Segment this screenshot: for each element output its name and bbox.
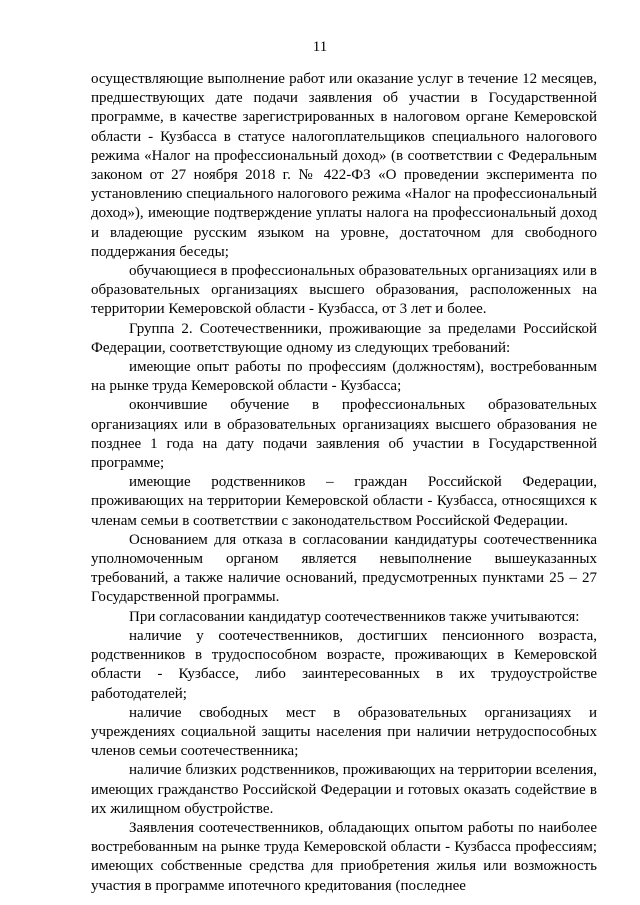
paragraph-pension-age: наличие у соотечественников, достигших пенсионного возраста, родственников в трудоспособном возрасте, проживающих в Кемеровской области - Кузбассе, либо заинтересованных в их трудоустройстве работодателей; bbox=[91, 627, 597, 702]
paragraph-work-experience: имеющие опыт работы по профессиям (должностям), востребованным на рынке труда Кемеровской области - Кузбасса; bbox=[91, 359, 597, 395]
paragraph-graduates: окончившие обучение в профессиональных образовательных организациях или в образовательных организациях высшего образования не позднее 1 года на дату подачи заявления об участии в Государственной программе; bbox=[91, 397, 597, 472]
paragraph-refusal-grounds: Основанием для отказа в согласовании кандидатуры соотечественника уполномоченным органом является невыполнение вышеуказанных требований, а также наличие оснований, предусмотренных пунктами 25 – 27 Государственной программы. bbox=[91, 531, 597, 606]
page-number: 11 bbox=[312, 39, 328, 55]
paragraph-students: обучающиеся в профессиональных образовательных организациях или в образовательных организациях высшего образования, расположенных на территории Кемеровской области - Кузбасса, от 3 лет и более. bbox=[91, 263, 597, 318]
paragraph-considered-factors: При согласовании кандидатур соотечественников также учитываются: bbox=[129, 608, 580, 625]
paragraph-relatives-citizens: имеющие родственников – граждан Российской Федерации, проживающих на территории Кемеровской области - Кузбасса, относящихся к членам семьи в соответствии с законодательством Российской Федерации. bbox=[91, 474, 597, 529]
paragraph-group-2: Группа 2. Соотечественники, проживающие за пределами Российской Федерации, соответствующие одному из следующих требований: bbox=[91, 320, 597, 356]
paragraph-applications: Заявления соотечественников, обладающих опытом работы по наиболее востребованным на рынке труда Кемеровской области - Кузбасса профессиям; имеющих собственные средства для приобретения жилья или возможность участия в программе ипотечного кредитования (последнее bbox=[91, 819, 597, 894]
document-body bbox=[91, 70, 597, 896]
paragraph-self-employed: осуществляющие выполнение работ или оказание услуг в течение 12 месяцев, предшествующих дате подачи заявления об участии в Государственной программе, в качестве зарегистрированных в налоговом органе Кемеровской области - Кузбасса в статусе налогоплательщиков специального налогового режима «Налог на профессиональный доход» (в соответствии с Федеральным законом от 27 ноября 2018 г. № 422-ФЗ «О проведении эксперимента по установлению специального налогового режима «Налог на профессиональный доход»), имеющие подтверждение уплаты налога на профессиональный доход и владеющие русским языком на уровне, достаточном для свободного поддержания беседы; bbox=[91, 71, 597, 260]
paragraph-close-relatives: наличие близких родственников, проживающих на территории вселения, имеющих гражданство Российской Федерации и готовых оказать содействие в их жилищном обустройстве. bbox=[91, 762, 597, 817]
paragraph-free-places: наличие свободных мест в образовательных организациях и учреждениях социальной защиты населения при наличии нетрудоспособных членов семьи соотечественника; bbox=[91, 704, 597, 760]
